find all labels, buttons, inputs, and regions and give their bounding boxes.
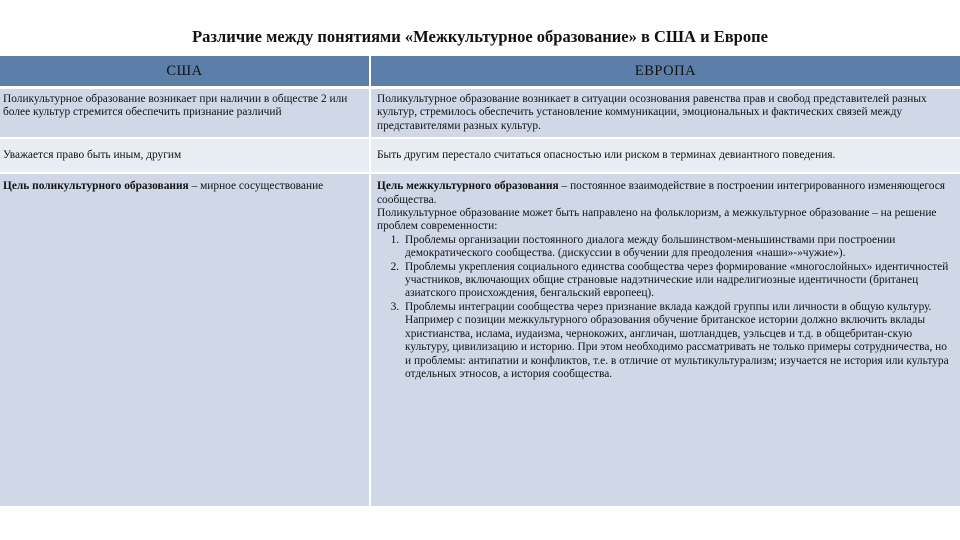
problems-list <box>377 234 954 381</box>
header-usa: США <box>0 56 370 88</box>
slide-title: Различие между понятиями «Межкультурное образование» в США и Европе <box>192 27 768 46</box>
list-item: 2. Проблемы укрепления социального единства сообщества через формирование «многослойных» идентичностей участников, включающих общие страновые надэтнические или надрелигиозные идентичности (британец азиатского происхождения, бенгальский европеец). <box>402 261 954 301</box>
usa-goal-text: – мирное сосуществование <box>188 180 324 193</box>
europe-goal <box>377 180 954 207</box>
cell-europe-origin: Поликультурное образование возникает в ситуации осознования равенства прав и свобод представителей разных культур, стремилось обеспечить установление коммуникации, эмоциональных и фактических связей между представителями разных культур. <box>370 88 960 139</box>
usa-goal-label: Цель поликультурного образования <box>3 180 189 193</box>
table-row <box>0 88 960 139</box>
europe-paragraph: Поликультурное образование может быть направлено на фольклоризм, а межкультурное образование – на решение проблем современности: <box>377 207 937 233</box>
list-item: 1. Проблемы организации постоянного диалога между большинством-меньшинствами при построении демократического сообщества. (дискуссии в обучении для преодоления «наши»-»чужие»). <box>402 234 954 261</box>
cell-usa-goal <box>0 173 370 507</box>
cell-usa-right: Уважается право быть иным, другим <box>0 138 370 173</box>
cell-usa-origin: Поликультурное образование возникает при наличии в обществе 2 или более культур стремится обеспечить признание различий <box>0 88 370 139</box>
cell-europe-right: Быть другим перестало считаться опасностью или риском в терминах девиантного поведения. <box>370 138 960 173</box>
cell-europe-goal <box>370 173 960 507</box>
header-europe: ЕВРОПА <box>370 56 960 88</box>
list-item: 3. Проблемы интеграции сообщества через признание вклада каждой группы или личности в общую культуру. Например с позиции межкультурного образования обучение британское истории должно включить вклады христианства, ислама, иудаизма, чернокожих, англичан, шотландцев, уэльсцев и т.д. в общебритан-скую культуру, цивилизацию и историю. При этом необходимо рассматривать не только примеры сотрудничества, но и проблемы: антипатии и конфликтов, т.е. в отличие от мультикультурализм; изучается не история или культура отдельных этносов, а история сообщества. <box>402 301 954 381</box>
table-row <box>0 173 960 507</box>
header-row <box>0 56 960 88</box>
comparison-table <box>0 56 960 508</box>
table-row <box>0 138 960 173</box>
europe-goal-text: – постоянное взаимодействие в построении интегрированного изменяющегося сообщества. <box>377 180 946 206</box>
europe-goal-label: Цель межкультурного образования <box>377 180 559 193</box>
